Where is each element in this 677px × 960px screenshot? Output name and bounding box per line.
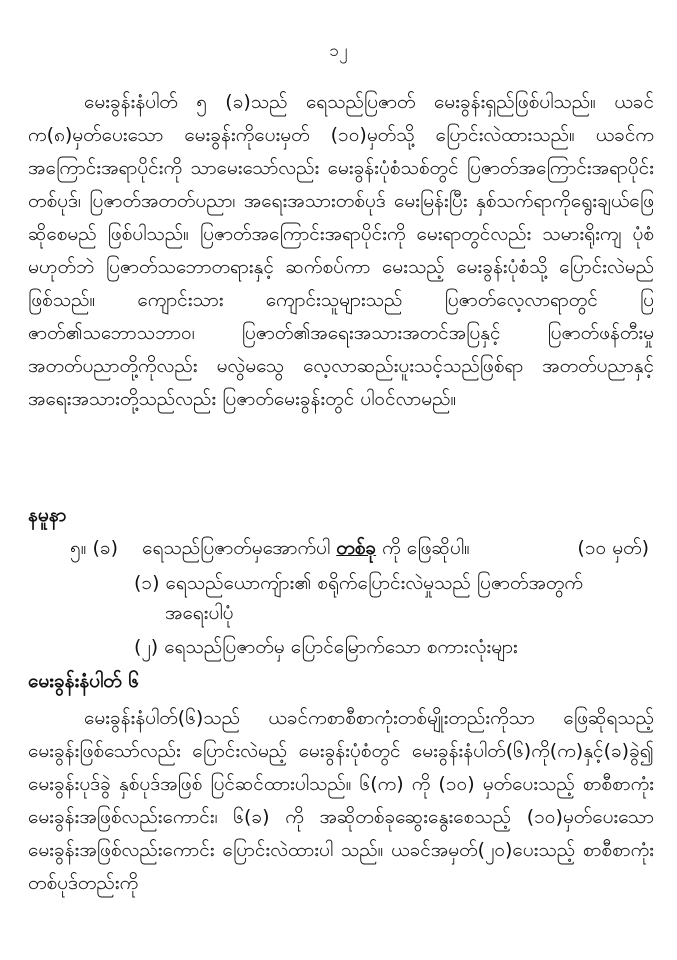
option-2: (၂) ရေသည်ပြဇာတ်မှ ပြောင်မြောက်သော စကားလုံးများ bbox=[134, 636, 518, 658]
option-1-line-1: (၁) ရေသည်ယောကျ်ား၏ စရိုက်ပြောင်းလဲမှုသည် ပြဇာတ်အတွက် bbox=[134, 572, 583, 594]
option-1-line-2: အရေးပါပုံ bbox=[165, 602, 234, 624]
question-number: ၅။ (ခ) bbox=[70, 537, 118, 559]
paragraph-question-6: မေးခွန်းနံပါတ်(၆)သည် ယခင်ကစာစီစာကုံးတစ်မျိုးတည်းကိုသာ ဖြေဆိုရသည့် မေးခွန်းဖြစ်သော်လည်း ပြောင်းလဲမည့် မေးခွန်းပုံစံတွင် မေးခွန်းနံပါတ်(၆)ကို(က)နှင့်(ခ)ခွဲ၍ မေးခွန်းပုဒ်ခွဲ နှစ်ပုဒ်အဖြစ် ပြင်ဆင်ထားပါသည်။ ၆(က) ကို (၁၀) မှတ်ပေးသည့် စာစီစာကုံးမေးခွန်းအဖြစ်လည်းကောင်း၊ ၆(ခ) ကို အဆိုတစ်ခုဆွေးနွေးစေသည့် (၁၀)မှတ်ပေးသော မေးခွန်းအဖြစ်လည်းကောင်း ပြောင်းလဲထားပါ သည်။ ယခင်အမှတ်(၂၀)ပေးသည့် စာစီစာကုံးတစ်ပုဒ်တည်းကို bbox=[28, 707, 654, 894]
question-emphasis: တစ်ခု bbox=[336, 537, 377, 559]
question-marks: (၁၀ မှတ်) bbox=[577, 537, 649, 559]
sample-heading: နမူနာ bbox=[28, 504, 67, 526]
section-heading: မေးခွန်းနံပါတ် ၆ bbox=[28, 670, 140, 692]
question-line bbox=[70, 533, 470, 563]
question-text-after: ကို ဖြေဆိုပါ။ bbox=[382, 537, 470, 559]
paragraph-question-5b: မေးခွန်းနံပါတ် ၅ (ခ)သည် ရေသည်ပြဇာတ် မေးခွန်းရှည်ဖြစ်ပါသည်။ ယခင်က(၈)မှတ်ပေးသော မေးခွန်းကိုပေးမှတ် (၁၀)မှတ်သို့ ပြောင်းလဲထားသည်။ ယခင်က အကြောင်းအရာပိုင်းကို သာမေးသော်လည်း မေးခွန်းပုံစံသစ်တွင် ပြဇာတ်အကြောင်းအရာပိုင်းတစ်ပုဒ်၊ ပြဇာတ်အတတ်ပညာ၊ အရေးအသားတစ်ပုဒ် မေးမြန်းပြီး နှစ်သက်ရာကိုရွေးချယ်ဖြေဆိုစေမည် ဖြစ်ပါသည်။ ပြဇာတ်အကြောင်းအရာပိုင်းကို မေးရာတွင်လည်း သမားရိုးကျ ပုံစံမဟုတ်ဘဲ ပြဇာတ်သဘောတရားနှင့် ဆက်စပ်ကာ မေးသည့် မေးခွန်းပုံစံသို့ ပြောင်းလဲမည်ဖြစ်သည်။ ကျောင်းသား ကျောင်းသူများသည် ပြဇာတ်လေ့လာရာတွင် ပြဇာတ်၏သဘောသဘာဝ၊ ပြဇာတ်၏အရေးအသားအတင်အပြနှင့် ပြဇာတ်ဖန်တီးမှု အတတ်ပညာတို့ကိုလည်း မလွဲမသွေ လေ့လာဆည်းပူးသင့်သည်ဖြစ်ရာ အတတ်ပညာနှင့် အရေးအသားတို့သည်လည်း ပြဇာတ်မေးခွန်းတွင် ပါဝင်လာမည်။ bbox=[28, 91, 654, 410]
page-number: ၁၂ bbox=[329, 41, 348, 61]
question-text-before: ရေသည်ပြဇာတ်မှအောက်ပါ bbox=[142, 537, 331, 559]
